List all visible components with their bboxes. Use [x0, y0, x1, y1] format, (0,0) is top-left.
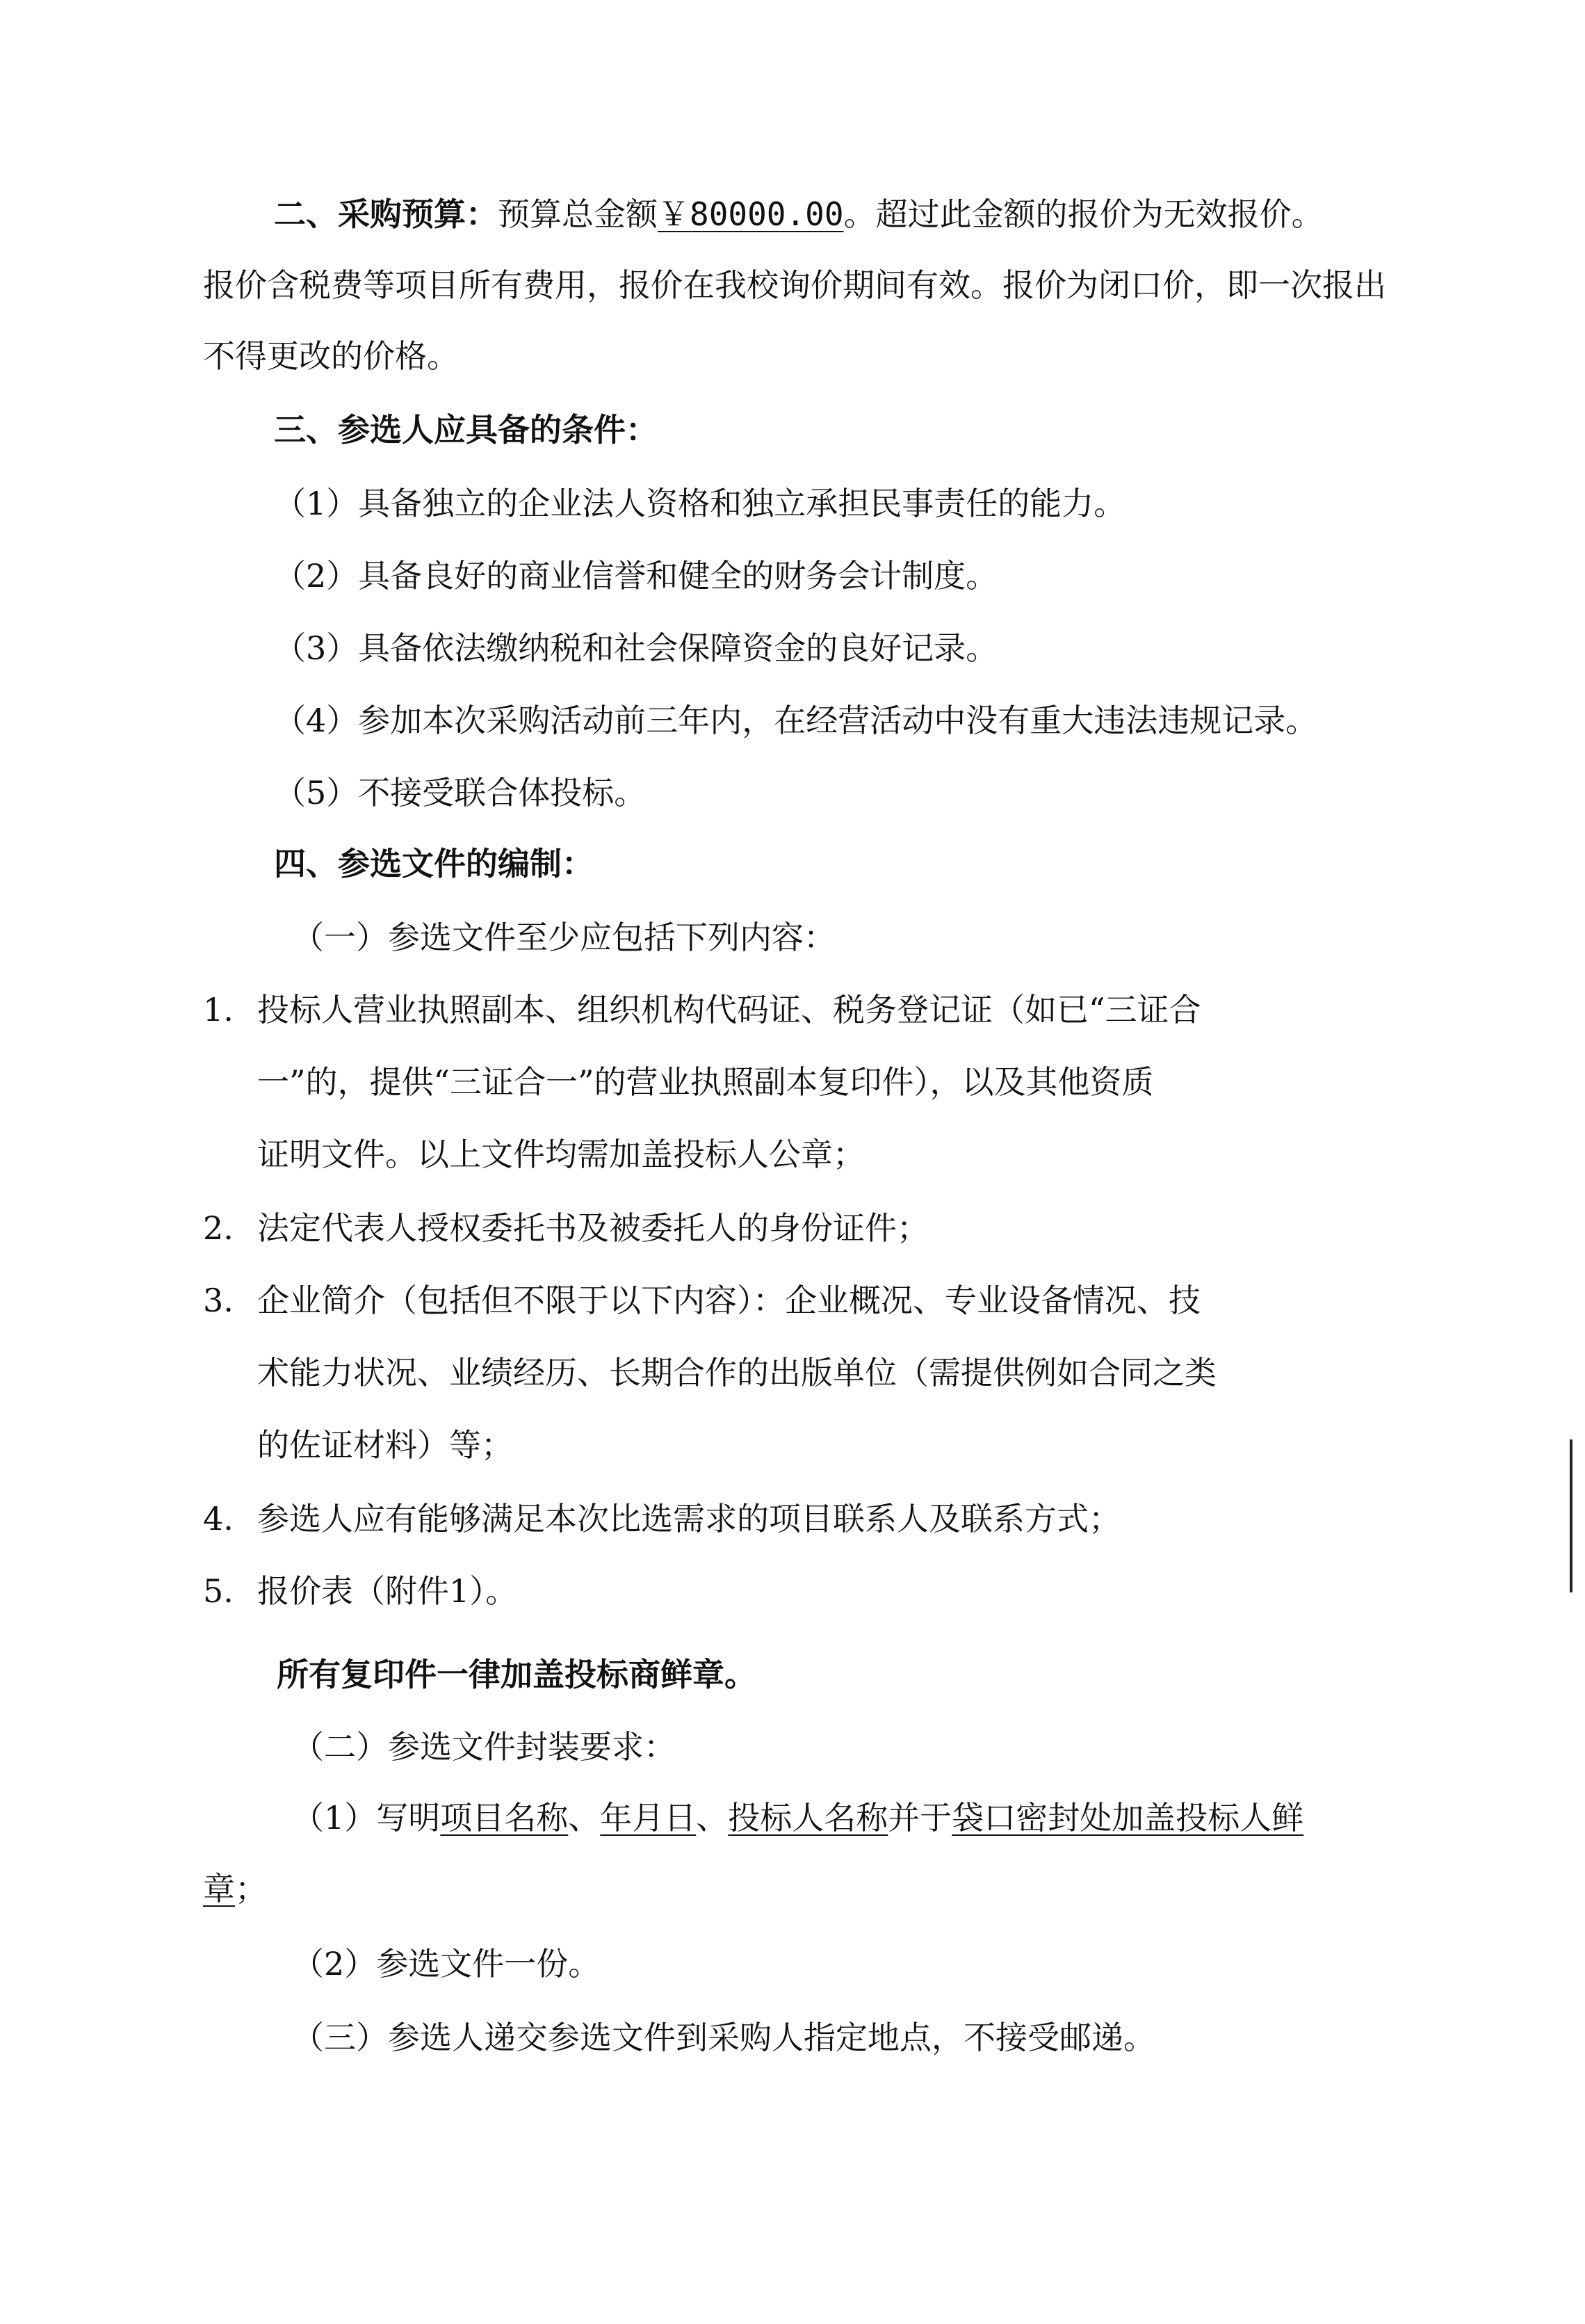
scan-edge-mark	[1570, 1439, 1572, 1592]
seal-req-project-name: 项目名称	[440, 1799, 569, 1837]
documents-heading: 四、参选文件的编制：	[274, 845, 594, 882]
list-item-line: 报价表（附件1）。	[257, 1572, 518, 1610]
list-number: 5.	[203, 1572, 234, 1610]
list-item-line: 术能力状况、业绩经历、长期合作的出版单位（需提供例如合同之类	[257, 1354, 1217, 1391]
list-item-line: 证明文件。以上文件均需加盖投标人公章；	[257, 1136, 865, 1173]
list-number: 3.	[203, 1282, 234, 1319]
condition-item: （4）参加本次采购活动前三年内，在经营活动中没有重大违法违规记录。	[274, 702, 1318, 739]
seal-req-stamp-location: 袋口密封处加盖投标人鲜	[952, 1799, 1304, 1837]
budget-line-2: 报价含税费等项目所有费用，报价在我校询价期间有效。报价为闭口价，即一次报出	[203, 266, 1386, 304]
seal-requirement-line-2	[203, 1868, 267, 1910]
seal-requirement-line-1	[292, 1797, 1303, 1839]
seal-req-separator: 、	[696, 1799, 729, 1837]
list-number: 1.	[203, 991, 234, 1028]
budget-heading: 二、采购预算：	[274, 195, 498, 233]
budget-amount: ￥80000.00	[658, 195, 844, 233]
condition-item: （2）具备良好的商业信誉和健全的财务会计制度。	[274, 557, 998, 595]
list-item-line: 的佐证材料）等；	[257, 1426, 513, 1464]
seal-req-joiner: 并于	[888, 1799, 952, 1837]
seal-req-end: ；	[235, 1870, 267, 1907]
condition-item: （5）不接受联合体投标。	[274, 774, 647, 812]
list-item-line: 一”的，提供“三证合一”的营业执照副本复印件），以及其他资质	[257, 1063, 1154, 1101]
budget-line-1	[274, 193, 1324, 235]
seal-req-bidder-name: 投标人名称	[728, 1799, 888, 1837]
documents-sub3: （三）参选人递交参选文件到采购人指定地点，不接受邮递。	[292, 2019, 1155, 2056]
list-item-line: 投标人营业执照副本、组织机构代码证、税务登记证（如已“三证合	[257, 991, 1201, 1028]
budget-text-before-amount: 预算总金额	[498, 195, 658, 233]
list-item-line: 参选人应有能够满足本次比选需求的项目联系人及联系方式；	[257, 1500, 1121, 1538]
list-item-line: 法定代表人授权委托书及被委托人的身份证件；	[257, 1209, 929, 1247]
seal-req-separator: 、	[568, 1799, 601, 1837]
list-number: 2.	[203, 1209, 234, 1247]
condition-item: （3）具备依法缴纳税和社会保障资金的良好记录。	[274, 629, 998, 667]
copies-requirement: （2）参选文件一份。	[292, 1945, 601, 1983]
conditions-heading: 三、参选人应具备的条件：	[274, 411, 658, 449]
budget-text-after-amount: 。超过此金额的报价为无效报价。	[843, 195, 1324, 233]
stamp-note: 所有复印件一律加盖投标商鲜章。	[277, 1656, 756, 1693]
condition-item: （1）具备独立的企业法人资格和独立承担民事责任的能力。	[274, 485, 1126, 522]
seal-req-prefix: （1）写明	[292, 1799, 441, 1837]
budget-line-3: 不得更改的价格。	[203, 337, 459, 375]
list-item-line: 企业简介（包括但不限于以下内容）：企业概况、专业设备情况、技	[257, 1282, 1201, 1319]
seal-req-date: 年月日	[600, 1799, 697, 1837]
seal-req-stamp-location-cont: 章	[203, 1870, 235, 1907]
list-number: 4.	[203, 1500, 234, 1538]
documents-sub1-heading: （一）参选文件至少应包括下列内容：	[292, 919, 836, 956]
documents-sub2-heading: （二）参选文件封装要求：	[292, 1728, 676, 1766]
